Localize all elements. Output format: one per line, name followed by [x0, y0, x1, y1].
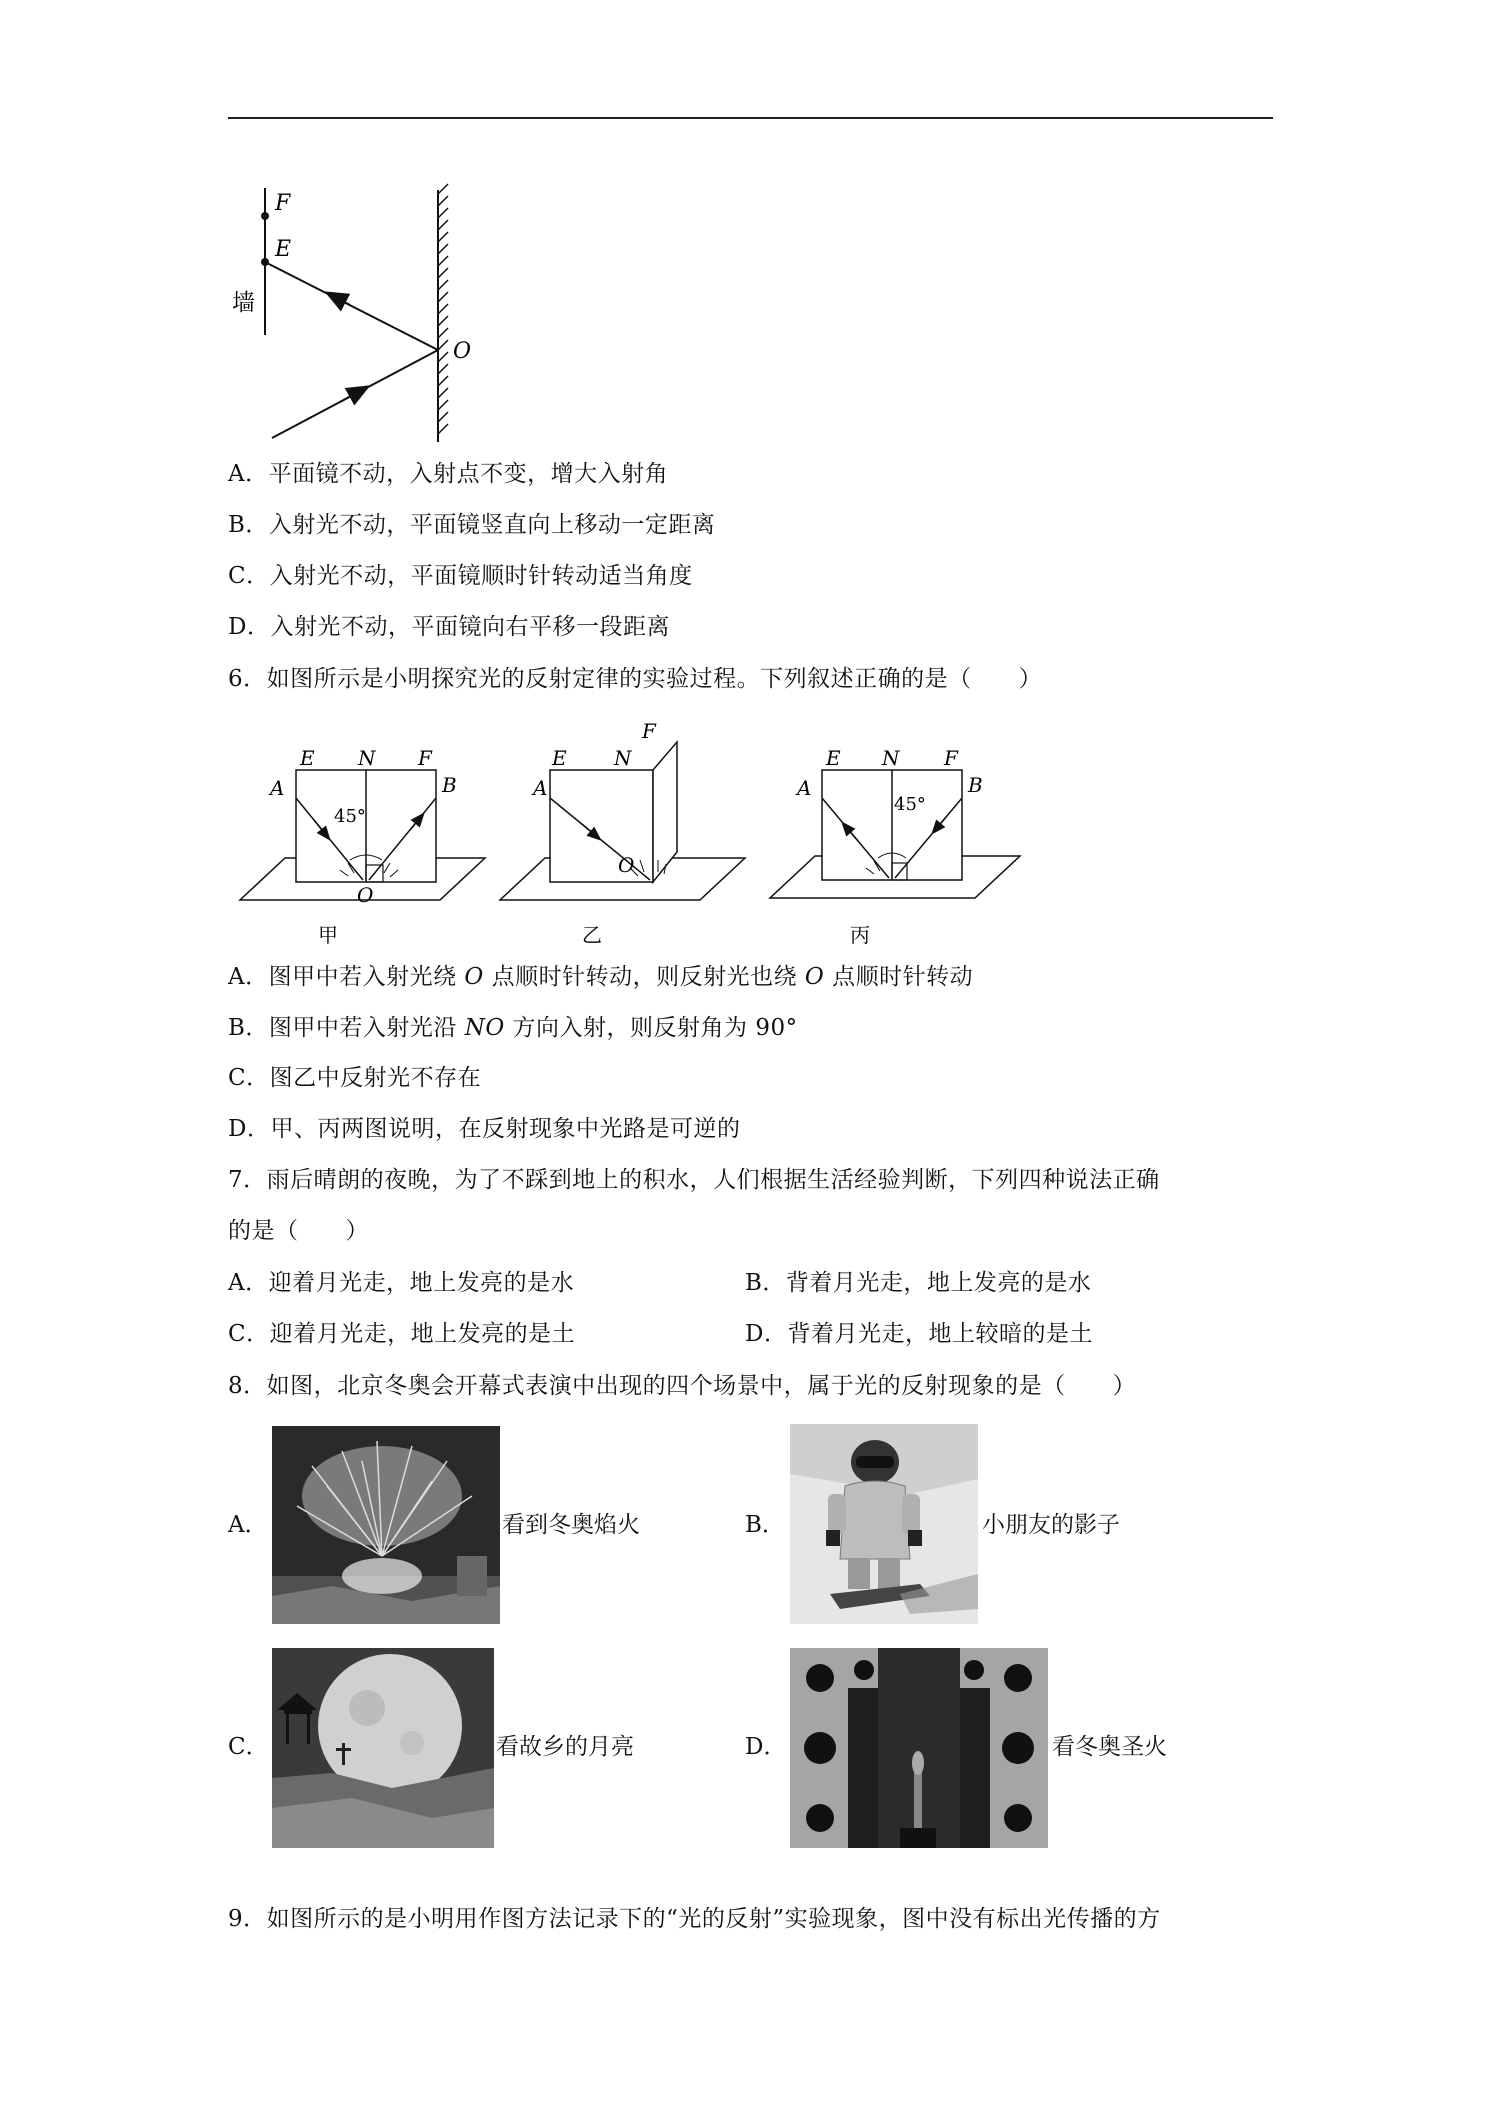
label-f: F	[275, 191, 291, 216]
q8-option-d-letter: D．	[745, 1734, 787, 1760]
q5-option-a: A．平面镜不动，入射点不变，增大入射角	[228, 461, 669, 487]
yi-f: F	[642, 719, 656, 743]
yi-o: O	[618, 853, 635, 877]
jia-a: A	[270, 776, 285, 800]
figure-bing	[770, 746, 1020, 947]
q6-stem: 6．如图所示是小明探究光的反射定律的实验过程。下列叙述正确的是（ ）	[228, 666, 1043, 692]
q7-option-c: C．迎着月光走，地上发亮的是土	[228, 1321, 576, 1347]
yi-e: E	[552, 746, 567, 770]
yi-caption: 乙	[582, 923, 602, 947]
bing-a: A	[797, 776, 812, 800]
q5-option-c: C．入射光不动，平面镜顺时针转动适当角度	[228, 563, 693, 589]
jia-f: F	[418, 746, 432, 770]
reflected-arrow	[335, 297, 350, 305]
jia-angle: 45°	[334, 806, 366, 827]
bing-b: B	[968, 773, 983, 797]
q8-stem: 8．如图，北京冬奥会开幕式表演中出现的四个场景中，属于光的反射现象的是（ ）	[228, 1373, 1137, 1399]
q8-option-b-caption: 小朋友的影子	[982, 1512, 1120, 1538]
bing-angle: 45°	[894, 794, 926, 815]
label-o: O	[453, 339, 472, 364]
label-e: E	[275, 237, 292, 262]
q6-figures	[230, 710, 1050, 950]
reflected-ray	[265, 262, 438, 350]
q6-option-c: C．图乙中反射光不存在	[228, 1065, 482, 1091]
label-wall: 墙	[232, 290, 255, 316]
fireworks-photo	[272, 1426, 500, 1624]
q7-stem-line1: 7．雨后晴朗的夜晚，为了不踩到地上的积水，人们根据生活经验判断，下列四种说法正确	[228, 1167, 1160, 1193]
q8-option-a-caption: 看到冬奥焰火	[502, 1512, 640, 1538]
q7-option-b: B．背着月光走，地上发亮的是水	[745, 1270, 1092, 1296]
q8-option-b-letter: B．	[745, 1512, 785, 1538]
bing-f: F	[944, 746, 958, 770]
q8-option-a-letter: A．	[228, 1512, 268, 1538]
q6-option-b: B．图甲中若入射光沿 NO 方向入射，则反射角为 90°	[228, 1015, 798, 1041]
jia-e: E	[300, 746, 315, 770]
jia-caption: 甲	[318, 923, 338, 947]
q6-option-a: A．图甲中若入射光绕 O 点顺时针转动，则反射光也绕 O 点顺时针转动	[228, 964, 974, 990]
yi-n: N	[614, 746, 632, 770]
q8-option-c-caption: 看故乡的月亮	[496, 1734, 634, 1760]
q5-figure	[220, 180, 500, 450]
q7-option-a: A．迎着月光走，地上发亮的是水	[228, 1270, 575, 1296]
q7-stem-line2: 的是（ ）	[228, 1218, 369, 1244]
point-f	[261, 212, 269, 220]
jia-o: O	[357, 883, 374, 907]
bing-e: E	[826, 746, 841, 770]
torch-photo	[790, 1648, 1048, 1848]
jia-b: B	[442, 773, 457, 797]
q8-option-c-letter: C．	[228, 1734, 269, 1760]
figure-yi	[500, 719, 745, 947]
incident-arrow	[340, 391, 360, 402]
q5-option-b: B．入射光不动，平面镜竖直向上移动一定距离	[228, 512, 716, 538]
bing-n: N	[882, 746, 900, 770]
jia-n: N	[358, 746, 376, 770]
q8-option-d-caption: 看冬奥圣火	[1052, 1734, 1167, 1760]
q7-option-d: D．背着月光走，地上较暗的是土	[745, 1321, 1093, 1347]
bing-caption: 丙	[850, 923, 870, 947]
child-shadow-photo	[790, 1424, 978, 1624]
q9-stem: 9．如图所示的是小明用作图方法记录下的“光的反射”实验现象，图中没有标出光传播的方	[228, 1906, 1161, 1932]
q6-option-d: D．甲、丙两图说明，在反射现象中光路是可逆的	[228, 1116, 741, 1142]
header-rule	[228, 117, 1273, 119]
figure-jia	[240, 746, 485, 947]
yi-a: A	[533, 776, 548, 800]
mirror-hatching	[438, 184, 448, 434]
moon-photo	[272, 1648, 494, 1848]
q5-option-d: D．入射光不动，平面镜向右平移一段距离	[228, 614, 670, 640]
